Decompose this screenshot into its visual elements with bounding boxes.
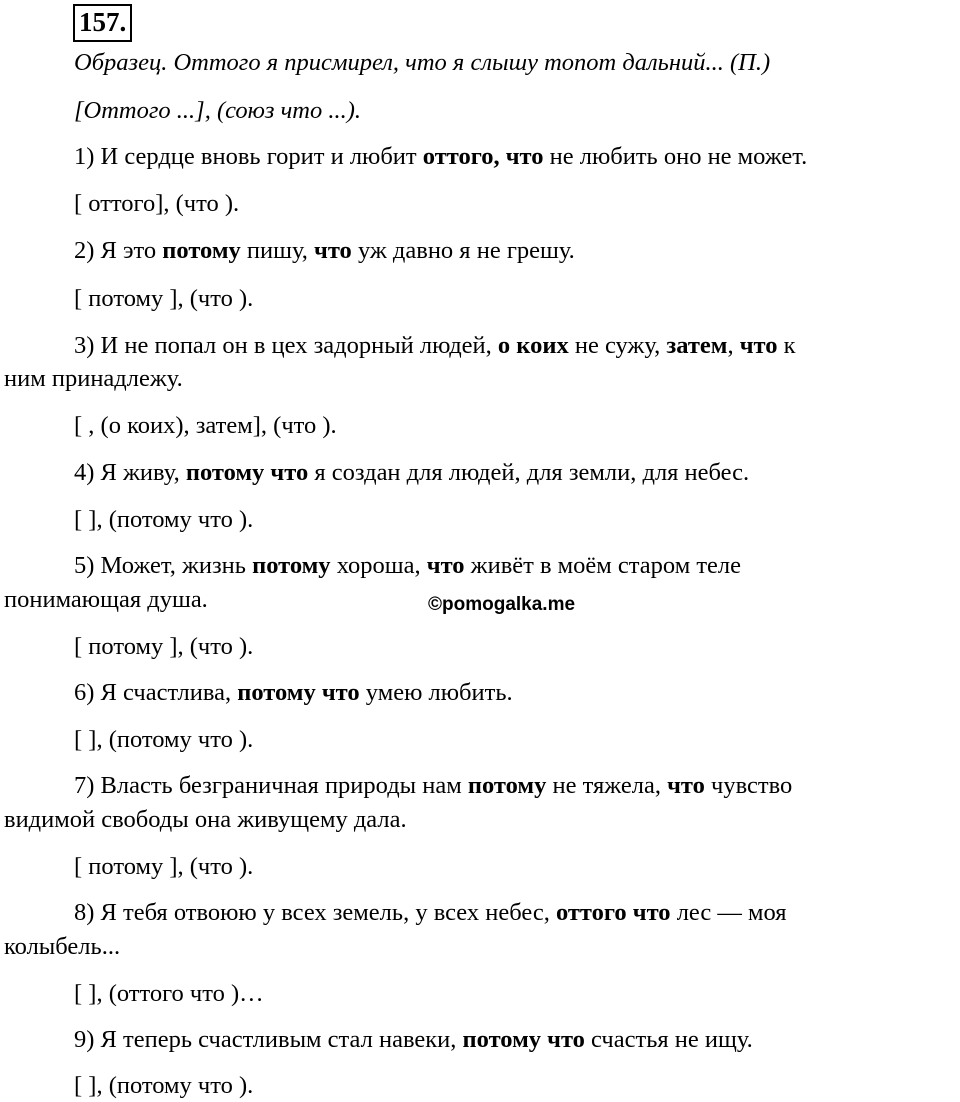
text-run: лес — моя <box>670 899 787 926</box>
bold-keyword: о коих <box>497 332 569 359</box>
text-run: 9) Я теперь счастливым стал навеки, <box>74 1026 463 1053</box>
text-line-13 <box>4 585 208 615</box>
text-line-19 <box>74 852 253 882</box>
text-line-14 <box>74 632 253 662</box>
text-line-22 <box>74 979 264 1009</box>
bold-keyword: потому что <box>462 1026 585 1053</box>
text-run: 1) И сердце вновь горит и любит <box>74 143 423 170</box>
bold-keyword: затем <box>666 332 728 359</box>
text-run: живёт в моём старом теле <box>464 552 742 579</box>
text-line-4 <box>74 189 239 219</box>
text-run: ним принадлежу. <box>4 365 183 392</box>
text-run: чувство <box>704 772 793 799</box>
text-line-8 <box>4 364 183 394</box>
text-line-2 <box>74 96 361 126</box>
text-run: видимой свободы она живущему дала. <box>4 806 407 833</box>
exercise-number: 157. <box>73 4 132 42</box>
text-run: колыбель... <box>4 933 121 960</box>
text-line-10 <box>74 458 749 488</box>
text-run: не тяжела, <box>546 772 668 799</box>
text-run: хороша, <box>330 552 427 579</box>
text-run: [ , (о коих), затем], (что ). <box>74 412 337 439</box>
bold-keyword: что <box>314 237 352 264</box>
text-run: 5) Может, жизнь <box>74 552 253 579</box>
text-run: [ ], (оттого что )… <box>74 980 264 1007</box>
text-run: [ оттого], (что ). <box>74 190 240 217</box>
text-run: [ потому ], (что ). <box>74 633 254 660</box>
text-line-9 <box>74 411 337 441</box>
text-line-21 <box>4 932 120 962</box>
text-line-18 <box>4 805 407 835</box>
text-run: [ потому ], (что ). <box>74 853 254 880</box>
text-run: счастья не ищу. <box>584 1026 753 1053</box>
watermark: ©pomogalka.me <box>428 594 576 615</box>
text-run: умею любить. <box>359 679 513 706</box>
text-run: пишу, <box>240 237 315 264</box>
bold-keyword: потому что <box>185 459 309 486</box>
text-run: Образец. Оттого я присмирел, что я слышу топот дальний... (П.) <box>74 49 771 76</box>
bold-keyword: что <box>426 552 465 579</box>
text-run: [Оттого ...], (союз что ...). <box>74 97 362 124</box>
bold-keyword: оттого что <box>555 899 671 926</box>
text-line-16 <box>74 725 253 755</box>
bold-keyword: оттого, что <box>422 143 544 170</box>
text-run: я создан для людей, для земли, для небес. <box>308 459 750 486</box>
text-run: не сужу, <box>568 332 667 359</box>
bold-keyword: потому <box>162 237 241 264</box>
bold-keyword: потому <box>467 772 547 799</box>
text-line-5 <box>74 236 575 266</box>
text-run: 6) Я счастлива, <box>74 679 238 706</box>
text-run: [ ], (потому что ). <box>74 506 254 533</box>
text-run: 8) Я тебя отвоюю у всех земель, у всех небес, <box>74 899 556 926</box>
text-run: 7) Власть безграничная природы нам <box>74 772 468 799</box>
text-line-3 <box>74 142 807 172</box>
text-run: , <box>727 332 740 359</box>
text-line-20 <box>74 898 787 928</box>
text-run: не любить оно не может. <box>543 143 808 170</box>
text-run: 2) Я это <box>74 237 163 264</box>
bold-keyword: что <box>667 772 705 799</box>
text-line-12 <box>74 551 741 581</box>
text-run: 4) Я живу, <box>74 459 186 486</box>
text-line-15 <box>74 678 513 708</box>
text-run: [ ], (потому что ). <box>74 726 254 753</box>
text-line-7 <box>74 331 796 361</box>
bold-keyword: потому что <box>237 679 360 706</box>
text-run: понимающая душа. <box>4 586 208 613</box>
text-line-23 <box>74 1025 753 1055</box>
text-line-6 <box>74 284 253 314</box>
text-run: [ ], (потому что ). <box>74 1072 254 1099</box>
bold-keyword: потому <box>252 552 331 579</box>
text-line-24 <box>74 1071 253 1101</box>
text-run: уж давно я не грешу. <box>351 237 575 264</box>
text-line-1 <box>74 48 770 78</box>
text-run: [ потому ], (что ). <box>74 285 254 312</box>
text-run: к <box>777 332 796 359</box>
text-line-17 <box>74 771 792 801</box>
bold-keyword: что <box>739 332 778 359</box>
text-line-11 <box>74 505 253 535</box>
text-run: 3) И не попал он в цех задорный людей, <box>74 332 498 359</box>
